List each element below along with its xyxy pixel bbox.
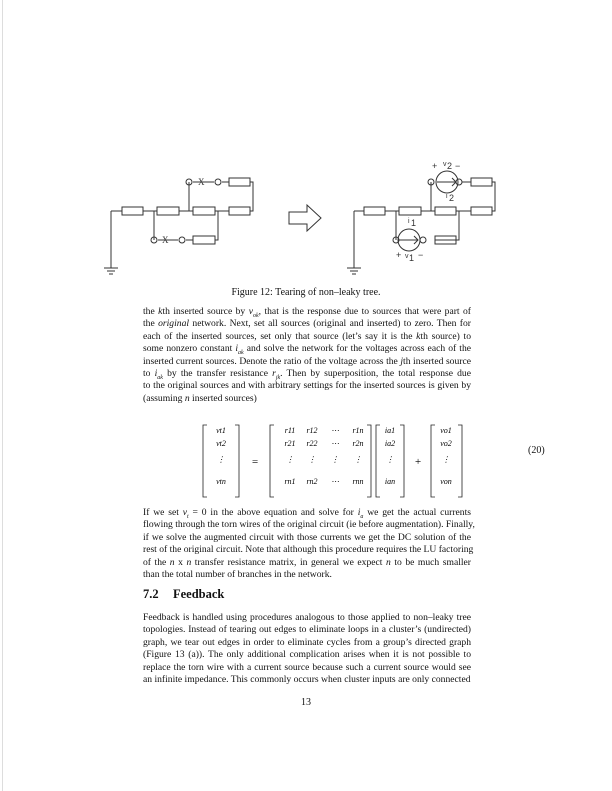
label: 2 <box>447 161 453 171</box>
label: v <box>405 253 409 260</box>
matrix-entry: ⋮ <box>331 455 339 464</box>
matrix-entry: ⋮ <box>286 455 294 464</box>
plus-sign: + <box>414 456 422 468</box>
math-symbol: k <box>158 306 163 317</box>
label: − <box>455 161 461 171</box>
text-line: flowing through the torn wires of the original circuit (ie before augmentation). Finally, <box>143 519 475 531</box>
math-symbol: j <box>400 355 404 367</box>
matrix-entry: rn2 <box>306 477 318 486</box>
text-line: topologies. Instead of tearing out edges to eliminate loops in a cluster’s (undirected) <box>143 624 471 636</box>
label: − <box>418 250 424 260</box>
current-entry: ia2 <box>384 439 396 448</box>
resistor <box>399 207 421 215</box>
text-line: (Figure 13 (a)). The only additional complication arises when it is not possible to <box>143 649 471 661</box>
figure-caption: Figure 12: Tearing of non–leaky tree. <box>231 287 381 298</box>
matrix-entry: r2n <box>352 439 364 448</box>
math-symbol: k <box>416 330 421 342</box>
equation-number: (20) <box>528 445 545 456</box>
paragraph <box>143 306 471 405</box>
resistor <box>157 207 179 215</box>
text-line: of the n x n transfer resistance matrix, in general we expect n to be much smaller <box>143 556 471 568</box>
label: + <box>396 250 402 260</box>
paragraph <box>143 507 475 581</box>
label: 1 <box>411 218 417 228</box>
matrix-bracket <box>270 425 274 497</box>
label: 2 <box>449 193 455 203</box>
lhs-entry: ⋮ <box>217 455 225 464</box>
matrix-bracket <box>367 425 371 497</box>
text-line: if we solve the augmented circuit with those currents we get the DC solution of the <box>143 531 471 543</box>
matrix-bracket <box>376 425 380 497</box>
page-number: 13 <box>301 697 311 708</box>
math-symbol: $i_{ak}$ <box>235 343 244 357</box>
label: v <box>443 161 447 168</box>
matrix-entry: ⋯ <box>331 439 339 448</box>
matrix-bracket <box>235 425 239 497</box>
label: i <box>408 218 410 225</box>
text-line: the kth inserted source by $v_{ok}$, that is the response due to sources that were part of <box>143 306 472 319</box>
math-symbol: $r_{jk}$ <box>272 367 281 381</box>
label: + <box>432 161 438 171</box>
equals-sign: = <box>251 456 259 468</box>
torn-wire-mark: X <box>162 235 169 245</box>
right-arrow-icon <box>289 205 321 231</box>
left-circuit <box>104 177 253 274</box>
label: 1 <box>409 253 415 263</box>
text-line: each of the inserted sources, set only that source (let’s say it is the kth source) to <box>143 330 471 342</box>
matrix-entry: rn1 <box>284 477 296 486</box>
text-line: than the total number of branches in the network. <box>143 568 332 580</box>
text-line: graph, we tear out edges in order to eliminate cycles from a group’s directed graph <box>143 636 471 648</box>
section-number: 7.2 <box>143 587 159 601</box>
section-title: Feedback <box>173 587 225 601</box>
text-line: the original network. Next, set all sources (original and inserted) to zero. Then for <box>143 318 471 330</box>
text-line: rest of the original circuit. Note that although this procedure requires the LU factoring <box>143 544 474 556</box>
matrix-bracket <box>431 425 435 497</box>
label: i <box>446 193 448 200</box>
resistor <box>193 207 215 215</box>
text-line: Feedback is handled using procedures analogous to those applied to non–leaky tree <box>143 612 471 623</box>
vo-entry: vo1 <box>440 426 452 435</box>
math-symbol: n <box>169 556 175 568</box>
text-line: some nonzero constant $i_{ak}$ and solve the network for the voltages across each of the <box>143 343 472 357</box>
resistor <box>229 178 250 186</box>
vo-entry: vo2 <box>440 439 452 448</box>
figure-12-circuit <box>0 140 612 285</box>
text-line: replace the torn wire with a current source because such a current source would see <box>143 661 471 673</box>
lhs-entry: vt2 <box>216 439 226 448</box>
matrix-bracket <box>203 425 207 497</box>
page-edge <box>2 0 3 791</box>
matrix-entry: ⋯ <box>331 426 339 435</box>
matrix-entry: ⋮ <box>354 455 362 464</box>
math-symbol: $v_t$ <box>182 507 189 520</box>
resistor <box>471 207 492 215</box>
current-entry: ia1 <box>384 426 396 435</box>
text-line: (assuming n inserted sources) <box>143 392 257 404</box>
equation-20 <box>0 420 612 502</box>
lhs-entry: vtn <box>216 477 226 486</box>
matrix-entry: r12 <box>306 426 318 435</box>
resistor <box>435 207 456 215</box>
section-heading <box>143 587 224 602</box>
ground-icon <box>104 268 118 274</box>
math-symbol: n <box>186 556 192 568</box>
text-line: to the original sources and with arbitrary settings for the inserted sources is given by <box>143 380 471 392</box>
matrix-entry: r21 <box>284 439 296 448</box>
vo-entry: ⋮ <box>442 455 450 464</box>
paragraph <box>143 612 471 686</box>
math-symbol: $v_{ok}$ <box>248 306 259 319</box>
math-symbol: $i_a$ <box>357 507 364 520</box>
current-entry: ⋮ <box>386 455 394 464</box>
matrix-entry: r22 <box>306 439 318 448</box>
resistor <box>364 207 385 215</box>
text-line: inserted current sources. Denote the ratio of the voltage across the jth inserted source <box>143 355 471 367</box>
matrix-entry: r1n <box>352 426 364 435</box>
torn-wire-mark: X <box>198 177 205 187</box>
resistor <box>229 207 250 215</box>
resistor <box>122 207 143 215</box>
ground-icon <box>347 268 361 274</box>
resistor <box>193 236 215 244</box>
lhs-entry: vt1 <box>216 426 226 435</box>
math-symbol: $i_{ak}$ <box>154 367 163 381</box>
matrix-entry: rnn <box>352 477 364 486</box>
text-line: an infinite impedance. This commonly occurs when cluster inputs are only connected <box>143 673 471 685</box>
current-entry: ian <box>384 477 396 486</box>
matrix-entry: ⋯ <box>331 477 339 486</box>
math-symbol: n <box>386 556 391 568</box>
text-line: to $i_{ak}$ by the transfer resistance $r_{jk}$. Then by superposition, the total response due <box>143 367 471 381</box>
vo-entry: von <box>440 477 452 486</box>
text-line: If we set $v_t = 0$ in the above equation and solve for $i_a$ we get the actual currents <box>143 507 471 520</box>
matrix-entry: r11 <box>284 426 296 435</box>
matrix-entry: ⋮ <box>308 455 316 464</box>
math-symbol: n <box>184 392 190 404</box>
matrix-bracket <box>400 425 404 497</box>
right-circuit <box>347 161 495 274</box>
resistor <box>471 178 492 186</box>
emphasis: original <box>158 318 190 330</box>
matrix-bracket <box>458 425 462 497</box>
